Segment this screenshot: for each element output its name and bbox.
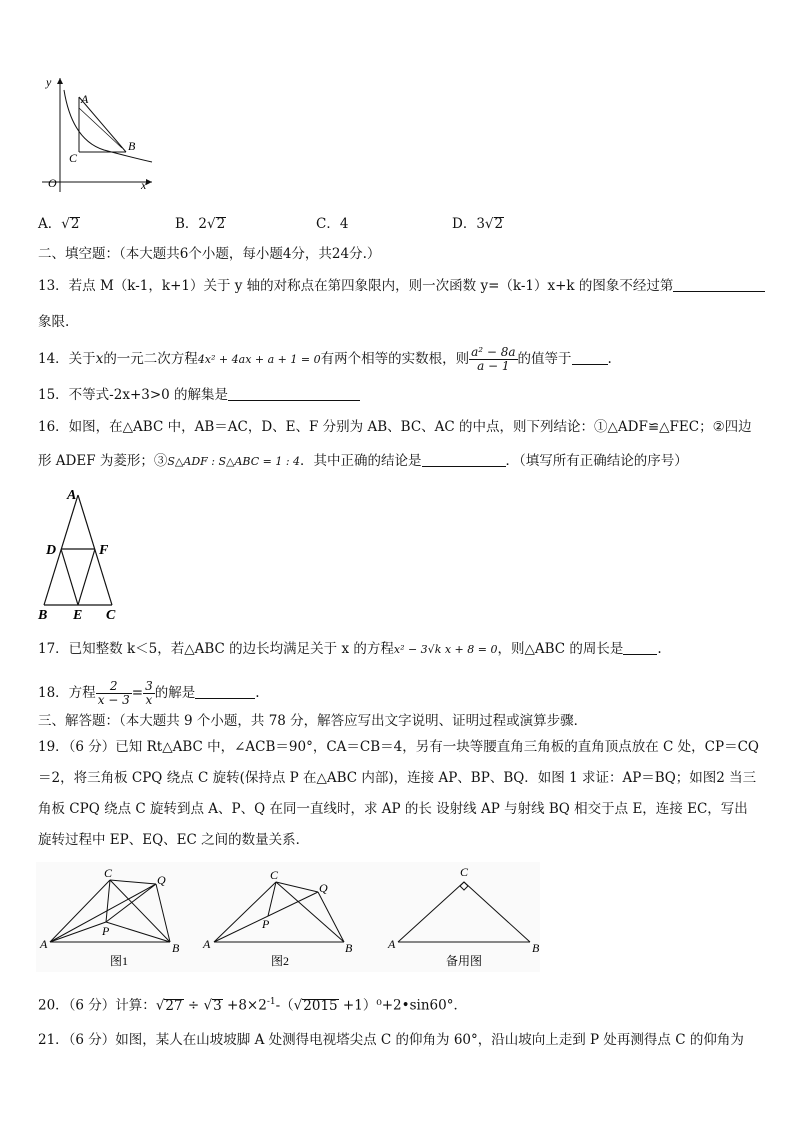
label-F: F [99, 543, 109, 558]
svg-text:A: A [203, 937, 211, 951]
svg-text:A: A [40, 937, 48, 951]
question-18: 18．方程 $\frac{2}{x - 3}$ = $\frac{3}{x}$ 的解是 . [38, 679, 260, 707]
svg-text:图1: 图1 [110, 954, 129, 968]
svg-text:P: P [262, 917, 270, 931]
question-13-line2: 象限. [38, 314, 70, 330]
section-fill-in-heading: 二、填空题：（本大题共6个小题，每小题4分，共24分.） [38, 246, 381, 262]
svg-text:C: C [460, 865, 469, 879]
question-20: 20．（6 分）计算：$√27 \div √3 +8\times 2^{-1}-(√2015$ +1）⁰+2•sin60°． [38, 997, 467, 1014]
svg-text:图2: 图2 [271, 954, 290, 968]
label-B: B [128, 139, 136, 153]
label-A: A [81, 92, 89, 106]
label-C: C [106, 608, 116, 623]
question-19-line2: ＝2，将三角板 CPQ 绕点 C 旋转(保持点 P 在△ABC 内部)，连接 AP、BP、BQ．如图 1 求证：AP＝BQ；如图2 当三 [38, 770, 757, 786]
label-x: x [141, 178, 147, 192]
question-19-line4: 旋转过程中 EP、EQ、EC 之间的数量关系． [38, 832, 310, 848]
svg-text:A: A [388, 937, 396, 951]
label-D: D [46, 543, 57, 558]
label-B: B [38, 608, 48, 623]
svg-text:B: B [172, 941, 180, 955]
option-a: A．√2 [38, 216, 80, 232]
svg-text:备用图: 备用图 [446, 954, 483, 968]
label-y: y [46, 75, 52, 89]
question-17: 17．已知整数 k＜5，若△ABC 的边长均满足关于 x 的方程x² − 3√k x + 8 = 0，则△ABC 的周长是 . [38, 641, 662, 657]
question-16-line1: 16．如图，在△ABC 中，AB＝AC，D、E、F 分别为 AB、BC、AC 的中点，则下列结论：①△ADF≌△FEC；②四边 [38, 419, 752, 435]
question-19-line3: 角板 CPQ 绕点 C 旋转到点 A、P、Q 在同一直线时，求 AP 的长 设射线 AP 与射线 BQ 相交于点 E，连接 EC，写出 [38, 801, 748, 817]
question-14: 14．关于x的一元二次方程4x² + 4ax + a + 1 = 0有两个相等的实数根，则 $\frac{\text{a² − 8a}}{a - 1}$ 的值等于 . [38, 345, 612, 373]
label-C: C [69, 151, 78, 165]
svg-text:B: B [532, 941, 540, 955]
svg-text:B: B [345, 941, 353, 955]
question-15: 15．不等式-2x+3>0 的解集是 [38, 386, 360, 404]
option-b: B．2√2 [175, 216, 226, 232]
triangle-adf-figure [36, 485, 126, 625]
svg-text:P: P [102, 924, 110, 938]
question-13: 13．若点 M（k-1，k+1）关于 y 轴的对称点在第四象限内，则一次函数 y=（k-1）x+k 的图象不经过第 [38, 277, 765, 295]
section-answer-heading: 三、解答题：（本大题共 9 个小题，共 78 分，解答应写出文字说明、证明过程或演算步骤． [38, 713, 588, 729]
question-21: 21．（6 分）如图，某人在山坡坡脚 A 处测得电视塔尖点 C 的仰角为 60°，沿山坡向上走到 P 处再测得点 C 的仰角为 [38, 1032, 744, 1048]
label-E: E [73, 608, 83, 623]
svg-text:C: C [270, 868, 279, 882]
question-19-line1: 19．（6 分）已知 Rt△ABC 中，∠ACB＝90°，CA＝CB＝4，另有一块等腰直角三角板的直角顶点放在 C 处，CP＝CQ [38, 739, 759, 755]
svg-text:Q: Q [157, 873, 166, 887]
option-d: D．3√2 [452, 216, 504, 232]
label-O: O [48, 176, 57, 190]
question-16-line2: 形 ADEF 为菱形；③S△ADF : S△ABC = 1 : 4．其中正确的结论是 ．（填写所有正确结论的序号） [38, 453, 688, 469]
option-c: C．4 [316, 216, 349, 232]
label-A: A [67, 488, 77, 503]
svg-text:Q: Q [319, 881, 328, 895]
rotation-figures [36, 862, 540, 972]
svg-text:C: C [104, 866, 113, 880]
hyperbola-figure [34, 70, 159, 195]
